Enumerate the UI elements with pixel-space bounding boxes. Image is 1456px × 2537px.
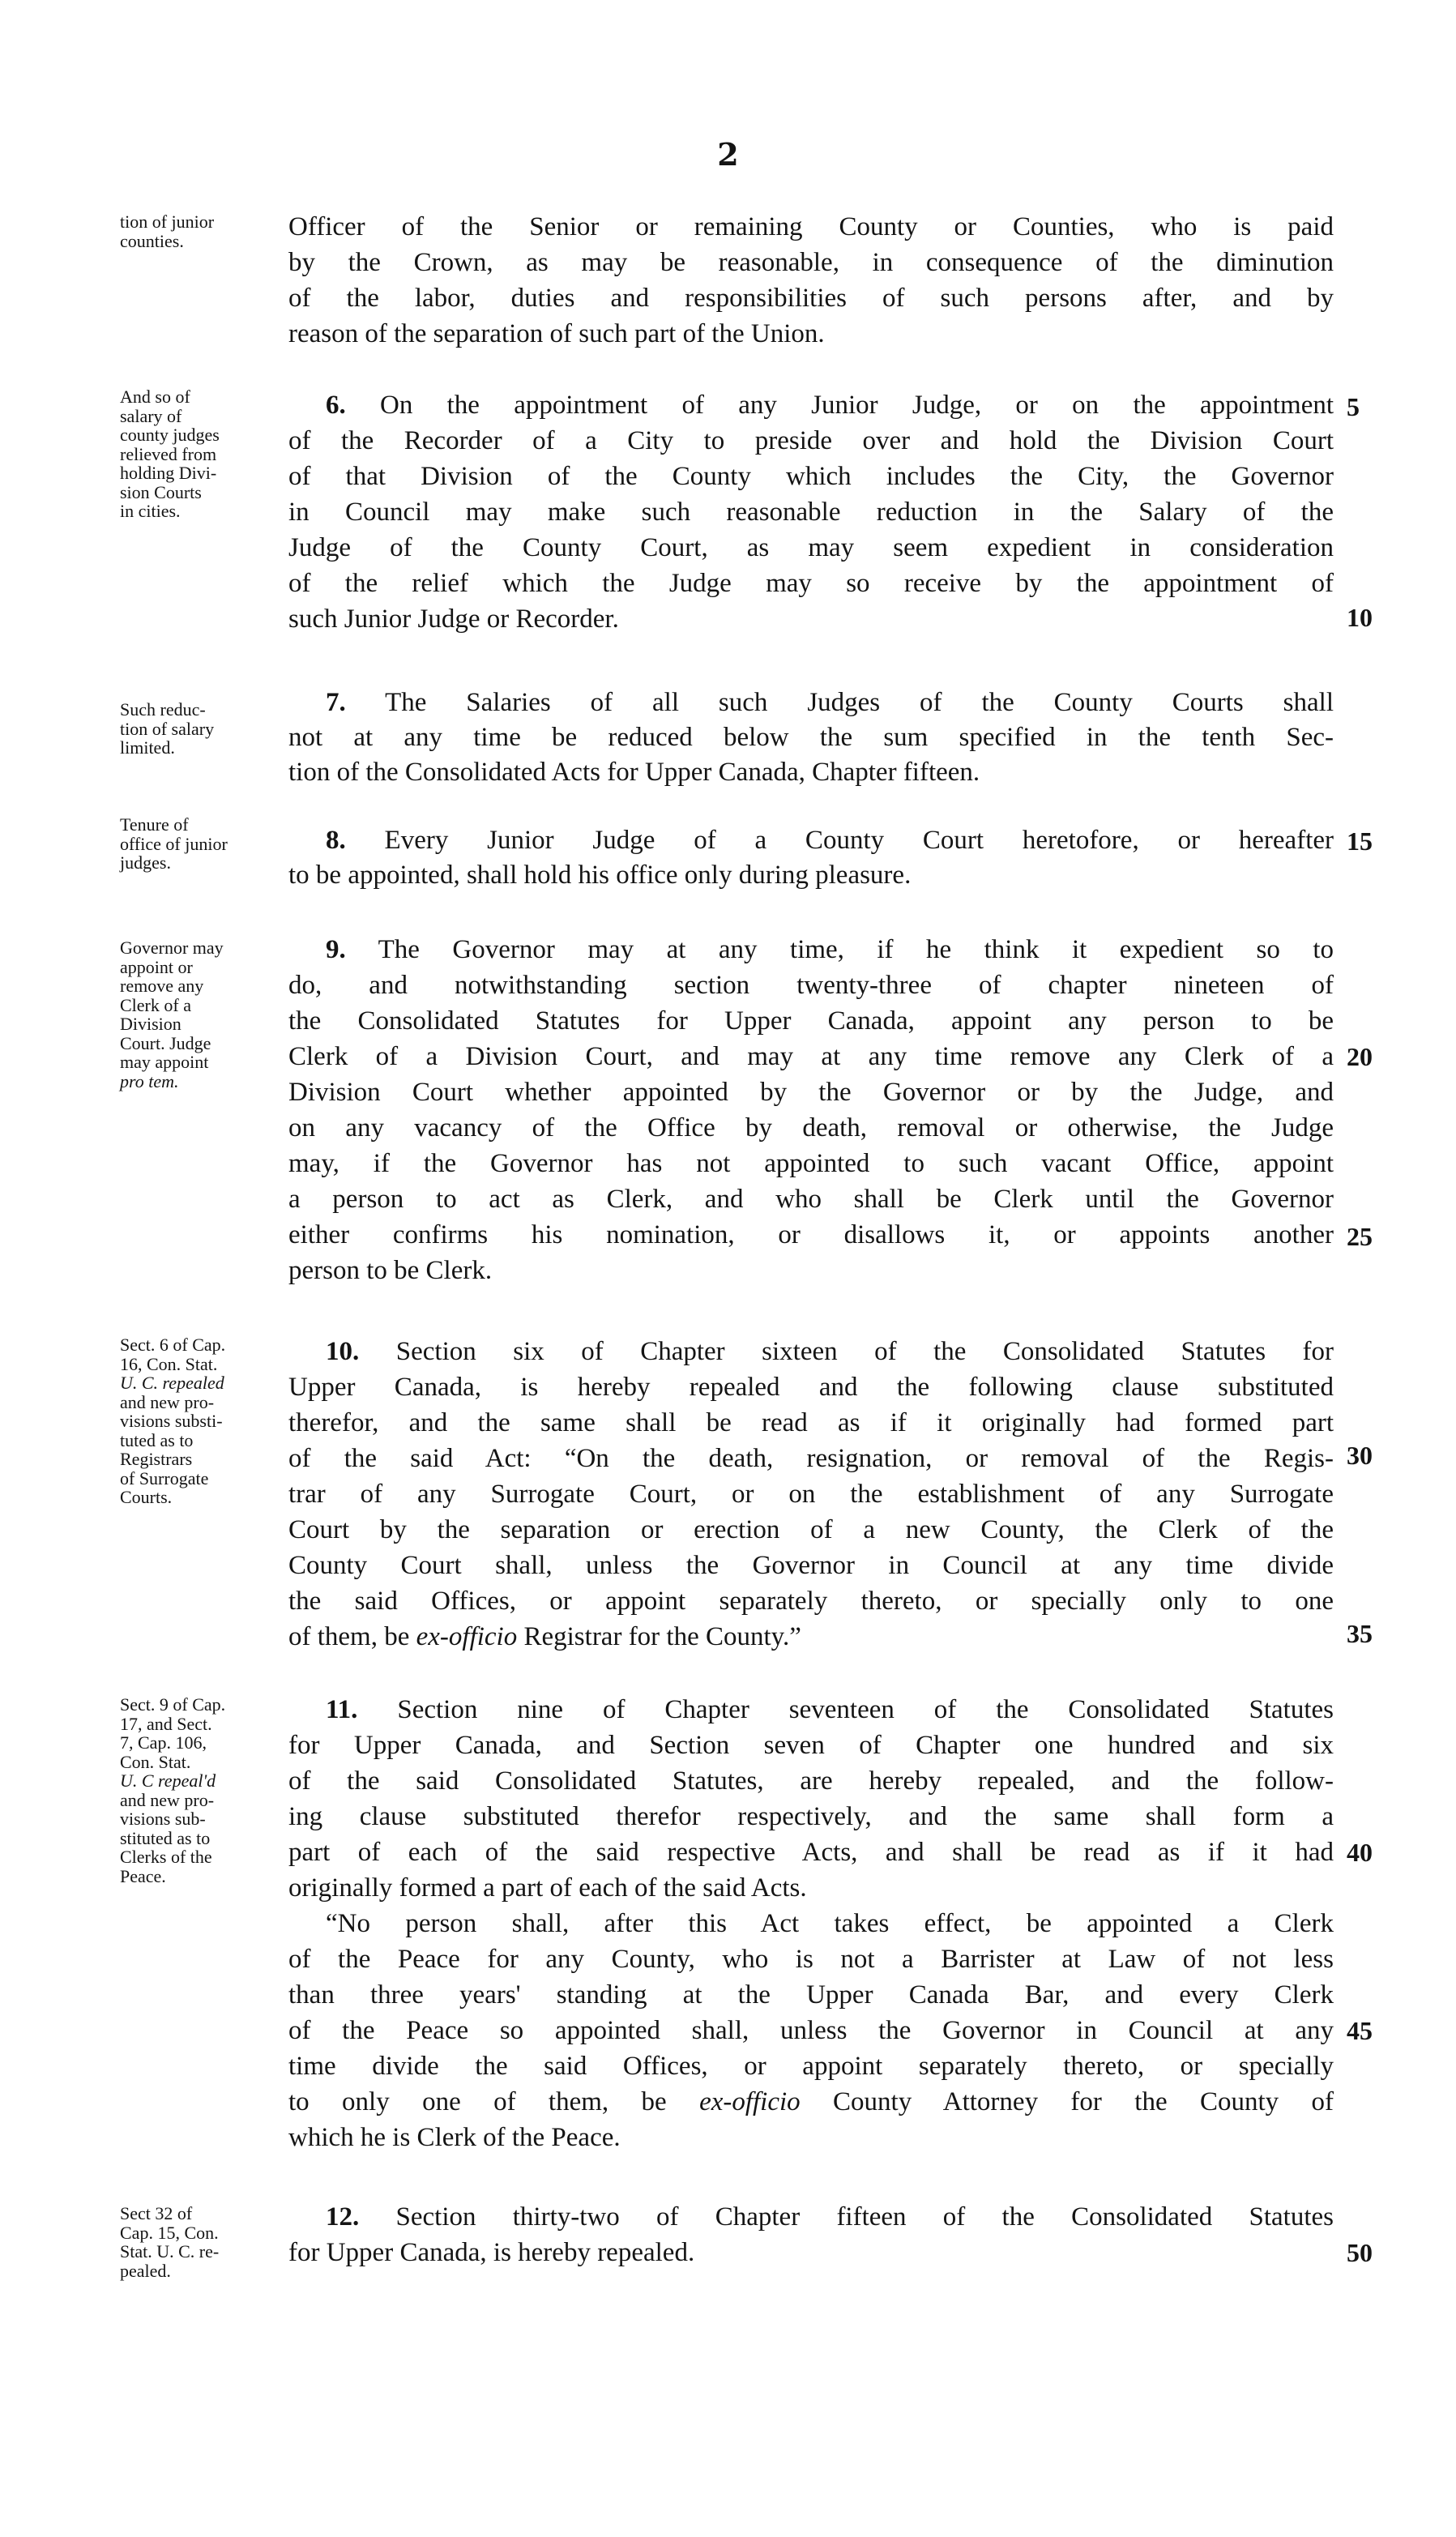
- line-number: 30: [1347, 1441, 1373, 1470]
- text-line: 8. Every Junior Judge of a County Court heretofore, or hereafter: [326, 826, 1334, 855]
- section-number: 6.: [326, 391, 346, 420]
- text-line: Judge of the County Court, as may seem expedient in consideration: [288, 533, 1334, 562]
- page-number: 2: [717, 136, 739, 173]
- text-line: therefor, and the same shall be read as if it originally had formed part: [288, 1408, 1334, 1437]
- margin-note: [120, 387, 287, 521]
- margin-note-line: sion Courts: [120, 481, 202, 502]
- line-number: 35: [1347, 1619, 1373, 1648]
- section-text: [288, 686, 1334, 790]
- text-line: the said Offices, or appoint separately thereto, or specially only to one: [288, 1587, 1334, 1616]
- text-line: either confirms his nomination, or disallows it, or appoints another: [288, 1220, 1334, 1249]
- line-number: 15: [1347, 826, 1373, 856]
- text-line: for Upper Canada, and Section seven of Chapter one hundred and six: [288, 1731, 1334, 1760]
- section-text: [288, 823, 1334, 893]
- text-line: may, if the Governor has not appointed to such vacant Office, appoint: [288, 1149, 1334, 1178]
- margin-note-line: office of junior: [120, 833, 228, 854]
- text-line: 9. The Governor may at any time, if he think it expedient so to: [326, 935, 1334, 964]
- margin-note-line: visions substi-: [120, 1411, 223, 1431]
- margin-note-line: appoint or: [120, 956, 193, 977]
- section-text: [288, 932, 1334, 1288]
- section-number: 10.: [326, 1337, 360, 1366]
- margin-note: [120, 700, 287, 758]
- margin-note-line: visions sub-: [120, 1809, 206, 1829]
- margin-note-line: 17, and Sect.: [120, 1713, 212, 1734]
- text-line: of the said Act: “On the death, resignation, or removal of the Regis-: [288, 1444, 1334, 1473]
- margin-note-line: Cap. 15, Con.: [120, 2222, 219, 2243]
- text-line: time divide the said Offices, or appoint separately thereto, or specially: [288, 2052, 1334, 2081]
- margin-note-line: in cities.: [120, 501, 181, 521]
- text-line: part of each of the said respective Acts, and shall be read as if it had: [288, 1838, 1334, 1867]
- text-line: of them, be ex-officio Registrar for the County.”: [288, 1622, 801, 1651]
- margin-note-line: pro tem.: [120, 1070, 179, 1091]
- margin-note-line: Governor may: [120, 937, 224, 958]
- text-line: trar of any Surrogate Court, or on the establishment of any Surrogate: [288, 1480, 1334, 1509]
- margin-note: [120, 938, 287, 1091]
- margin-note-line: and new pro-: [120, 1789, 215, 1810]
- text-line: of the Peace so appointed shall, unless the Governor in Council at any: [288, 2016, 1334, 2045]
- text-line: of that Division of the County which includes the City, the Governor: [288, 462, 1334, 491]
- text-line: to be appointed, shall hold his office only during pleasure.: [288, 861, 912, 890]
- text-line: of the Peace for any County, who is not a Barrister at Law of not less: [288, 1945, 1334, 1974]
- section-text: [288, 1334, 1334, 1655]
- line-number: 40: [1347, 1838, 1373, 1867]
- text-line: such Junior Judge or Recorder.: [288, 604, 619, 634]
- margin-note: [120, 815, 287, 873]
- text-line: 12. Section thirty-two of Chapter fifteen of the Consolidated Statutes: [326, 2202, 1334, 2232]
- text-line: not at any time be reduced below the sum specified in the tenth Sec-: [288, 723, 1334, 752]
- margin-note-line: and new pro-: [120, 1391, 215, 1412]
- margin-note-line: U. C. repealed: [120, 1373, 224, 1393]
- margin-note-line: Such reduc-: [120, 699, 206, 720]
- margin-note-line: 16, Con. Stat.: [120, 1353, 218, 1374]
- text-line: for Upper Canada, is hereby repealed.: [288, 2238, 695, 2267]
- margin-note-line: tion of salary: [120, 718, 215, 739]
- margin-note-line: Registrars: [120, 1449, 193, 1469]
- margin-note-line: tion of junior: [120, 211, 215, 232]
- line-number: 45: [1347, 2016, 1373, 2045]
- section-number: 7.: [326, 688, 346, 717]
- margin-note-line: stituted as to: [120, 1827, 211, 1848]
- line-number: 10: [1347, 603, 1373, 632]
- text-line: 6. On the appointment of any Junior Judge, or on the appointment: [326, 391, 1334, 420]
- text-line: Officer of the Senior or remaining County or Counties, who is paid: [288, 212, 1334, 241]
- text-line: 11. Section nine of Chapter seventeen of the Consolidated Statutes: [326, 1695, 1334, 1724]
- text-line: ing clause substituted therefor respectively, and the same shall form a: [288, 1802, 1334, 1831]
- margin-note-line: holding Divi-: [120, 463, 217, 483]
- text-line: of the relief which the Judge may so receive by the appointment of: [288, 569, 1334, 598]
- margin-note-line: may appoint: [120, 1052, 209, 1072]
- margin-note-line: And so of: [120, 387, 190, 407]
- margin-note-line: counties.: [120, 230, 184, 251]
- text-line: Division Court whether appointed by the Governor or by the Judge, and: [288, 1078, 1334, 1107]
- text-line: tion of the Consolidated Acts for Upper Canada, Chapter fifteen.: [288, 758, 980, 787]
- text-line: 10. Section six of Chapter sixteen of the Consolidated Statutes for: [326, 1337, 1334, 1366]
- text-line: person to be Clerk.: [288, 1256, 493, 1285]
- margin-note-line: Clerks of the: [120, 1847, 212, 1867]
- section-number: 12.: [326, 2202, 360, 2232]
- text-line: Court by the separation or erection of a new County, the Clerk of the: [288, 1515, 1334, 1544]
- margin-note-line: judges.: [120, 852, 171, 873]
- margin-note-line: county judges: [120, 425, 220, 445]
- margin-note: [120, 1695, 287, 1886]
- line-number: 5: [1347, 392, 1360, 421]
- text-line: by the Crown, as may be reasonable, in consequence of the diminution: [288, 248, 1334, 277]
- margin-note-line: remove any: [120, 976, 204, 996]
- text-line: of the said Consolidated Statutes, are hereby repealed, and the follow-: [288, 1766, 1334, 1796]
- text-line: to only one of them, be ex-officio County Attorney for the County of: [288, 2087, 1334, 2116]
- margin-note-line: U. C repeal'd: [120, 1770, 216, 1791]
- margin-note-line: of Surrogate: [120, 1467, 209, 1488]
- section-number: 9.: [326, 935, 346, 964]
- text-line: the Consolidated Statutes for Upper Canada, appoint any person to be: [288, 1006, 1334, 1036]
- line-number: 25: [1347, 1222, 1373, 1251]
- margin-note: [120, 212, 287, 250]
- margin-note-line: relieved from: [120, 443, 217, 464]
- margin-note-line: Sect. 9 of Cap.: [120, 1694, 226, 1715]
- text-line: which he is Clerk of the Peace.: [288, 2123, 621, 2152]
- section-text: [288, 209, 1334, 352]
- text-line: Clerk of a Division Court, and may at any time remove any Clerk of a: [288, 1042, 1334, 1071]
- text-line: of the labor, duties and responsibilities of such persons after, and by: [288, 284, 1334, 313]
- margin-note-line: Peace.: [120, 1865, 166, 1886]
- margin-note-line: tuted as to: [120, 1429, 194, 1450]
- margin-note-line: Tenure of: [120, 814, 189, 835]
- section-text: [288, 2199, 1334, 2270]
- margin-note-line: Courts.: [120, 1487, 173, 1507]
- margin-note-line: 7, Cap. 106,: [120, 1732, 207, 1753]
- section-number: 11.: [326, 1695, 358, 1724]
- margin-note-line: Sect 32 of: [120, 2203, 193, 2223]
- text-line: a person to act as Clerk, and who shall be Clerk until the Governor: [288, 1185, 1334, 1214]
- margin-note: [120, 1335, 287, 1507]
- text-line: of the Recorder of a City to preside over and hold the Division Court: [288, 426, 1334, 455]
- margin-note-line: Con. Stat.: [120, 1751, 191, 1772]
- margin-note-line: pealed.: [120, 2260, 171, 2281]
- text-line: County Court shall, unless the Governor in Council at any time divide: [288, 1551, 1334, 1580]
- section-text: [288, 387, 1334, 637]
- margin-note-line: limited.: [120, 737, 175, 758]
- line-number: 20: [1347, 1042, 1373, 1071]
- section-number: 8.: [326, 826, 346, 855]
- text-line: do, and notwithstanding section twenty-three of chapter nineteen of: [288, 971, 1334, 1000]
- text-line: Upper Canada, is hereby repealed and the following clause substituted: [288, 1373, 1334, 1402]
- text-line: “No person shall, after this Act takes effect, be appointed a Clerk: [326, 1909, 1334, 1938]
- section-text: [288, 1692, 1334, 2155]
- text-line: reason of the separation of such part of the Union.: [288, 319, 825, 348]
- margin-note-line: Court. Judge: [120, 1032, 211, 1053]
- text-line: originally formed a part of each of the said Acts.: [288, 1873, 807, 1903]
- text-line: in Council may make such reasonable reduction in the Salary of the: [288, 498, 1334, 527]
- margin-note-line: Stat. U. C. re-: [120, 2241, 220, 2262]
- line-number: 50: [1347, 2238, 1373, 2267]
- text-line: than three years' standing at the Upper Canada Bar, and every Clerk: [288, 1980, 1334, 2010]
- margin-note-line: Clerk of a: [120, 994, 191, 1015]
- margin-note-line: Division: [120, 1014, 181, 1034]
- text-line: on any vacancy of the Office by death, removal or otherwise, the Judge: [288, 1113, 1334, 1143]
- margin-note-line: salary of: [120, 405, 182, 426]
- text-line: 7. The Salaries of all such Judges of the County Courts shall: [326, 688, 1334, 717]
- margin-note-line: Sect. 6 of Cap.: [120, 1335, 226, 1355]
- margin-note: [120, 2204, 287, 2280]
